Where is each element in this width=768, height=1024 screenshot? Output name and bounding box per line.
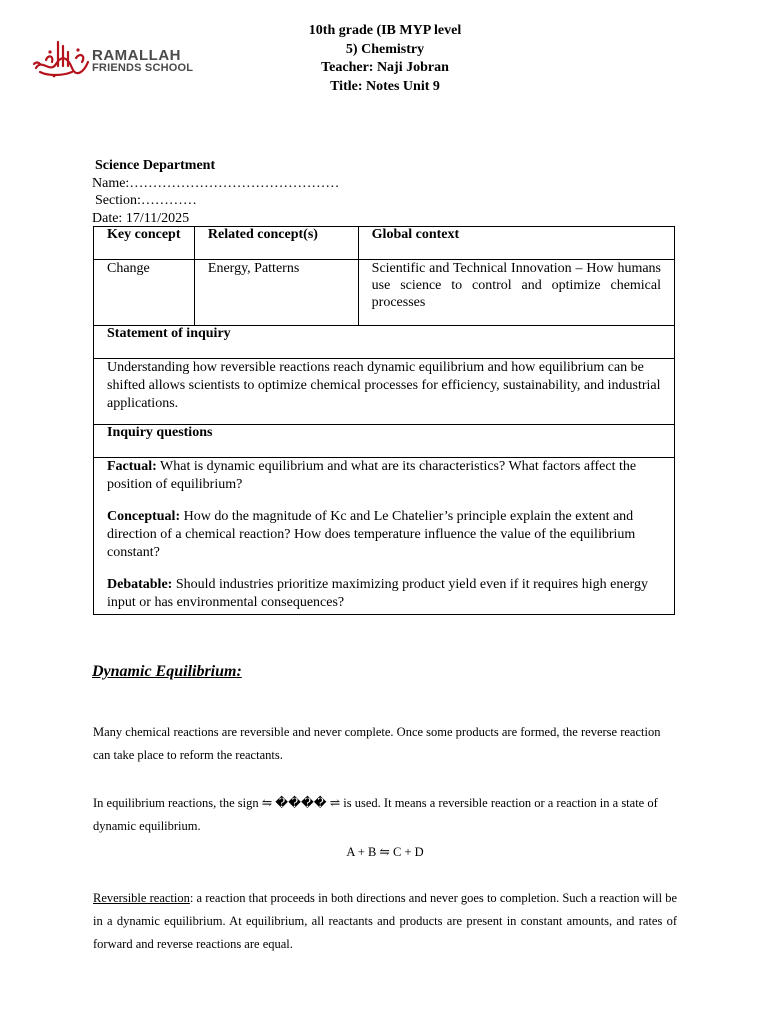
- table-row: [94, 458, 675, 615]
- date-field: Date: 17/11/2025: [92, 210, 190, 226]
- school-logo: [32, 38, 202, 80]
- inquiry-questions: [94, 458, 675, 615]
- section-field: Section:…………: [95, 193, 197, 208]
- reversible-reaction-term: Reversible reaction: [93, 891, 190, 905]
- table-row: [94, 425, 675, 458]
- conceptual-label: Conceptual:: [107, 509, 181, 524]
- paragraph-reversible-definition: [93, 887, 677, 956]
- debatable-label: Debatable:: [107, 577, 173, 592]
- debatable-question: [107, 576, 661, 612]
- equilibrium-equation: A + B ⇋ C + D: [346, 845, 424, 859]
- factual-question: [107, 458, 661, 494]
- name-field: Name:………………………………………: [92, 175, 340, 191]
- header-global-context: Global context: [358, 227, 674, 260]
- statement-of-inquiry: Understanding how reversible reactions reach dynamic equilibrium and how equilibrium can be shifted allows scientists to optimize chemical processes for efficiency, sustainability, and industrial applications.: [94, 359, 675, 425]
- table-row: [94, 359, 675, 425]
- section-title: Dynamic Equilibrium:: [92, 663, 242, 680]
- factual-text: What is dynamic equilibrium and what are its characteristics? What factors affect the position of equilibrium?: [107, 459, 637, 492]
- paragraph-equilibrium-sign: In equilibrium reactions, the sign ⇋ ���� ⇌ is used. It means a reversible reaction or a reaction in a state of dynamic equilibrium.: [93, 796, 658, 833]
- conceptual-question: [107, 508, 661, 562]
- header-related-concepts: Related concept(s): [194, 227, 358, 260]
- table-header-row: [94, 227, 675, 260]
- reversible-reaction-text: : a reaction that proceeds in both directions and never goes to completion. Such a reaction will be in a dynamic equilibrium. At equilibrium, all reactants and products are present in constant amounts, and rates of forward and reverse reactions are equal.: [93, 891, 677, 951]
- title-line: Title: Notes Unit 9: [330, 78, 440, 94]
- factual-label: Factual:: [107, 459, 157, 474]
- table-row: [94, 326, 675, 359]
- key-concept-value: Change: [94, 260, 195, 326]
- school-emblem-icon: [32, 38, 92, 80]
- related-concepts-value: Energy, Patterns: [194, 260, 358, 326]
- school-name-line2: FRIENDS SCHOOL: [92, 62, 194, 74]
- teacher-line: Teacher: Naji Jobran: [321, 60, 449, 75]
- school-name-line1: RAMALLAH: [92, 47, 181, 64]
- document-header: [260, 22, 510, 96]
- paragraph-reversible-intro: Many chemical reactions are reversible and never complete. Once some products are formed, the reverse reaction can take place to reform the reactants.: [93, 725, 661, 762]
- grade-line2: 5) Chemistry: [345, 41, 425, 57]
- debatable-text: Should industries prioritize maximizing product yield even if it requires high energy input or has environmental consequences?: [107, 577, 648, 610]
- student-info: [92, 157, 339, 227]
- header-key-concept: Key concept: [94, 227, 195, 260]
- conceptual-text: How do the magnitude of Kc and Le Chatelier’s principle explain the extent and direction of a chemical reaction? How does temperature influence the value of the equilibrium constant?: [107, 509, 636, 560]
- inquiry-questions-label: Inquiry questions: [94, 425, 675, 458]
- unit-planner-table: [93, 226, 675, 615]
- global-context-value: Scientific and Technical Innovation – How humans use science to control and optimize chemical processes: [358, 260, 674, 326]
- statement-label: Statement of inquiry: [94, 326, 675, 359]
- department-label: Science Department: [95, 158, 216, 173]
- grade-line1: 10th grade (IB MYP level: [308, 23, 462, 38]
- table-row: [94, 260, 675, 326]
